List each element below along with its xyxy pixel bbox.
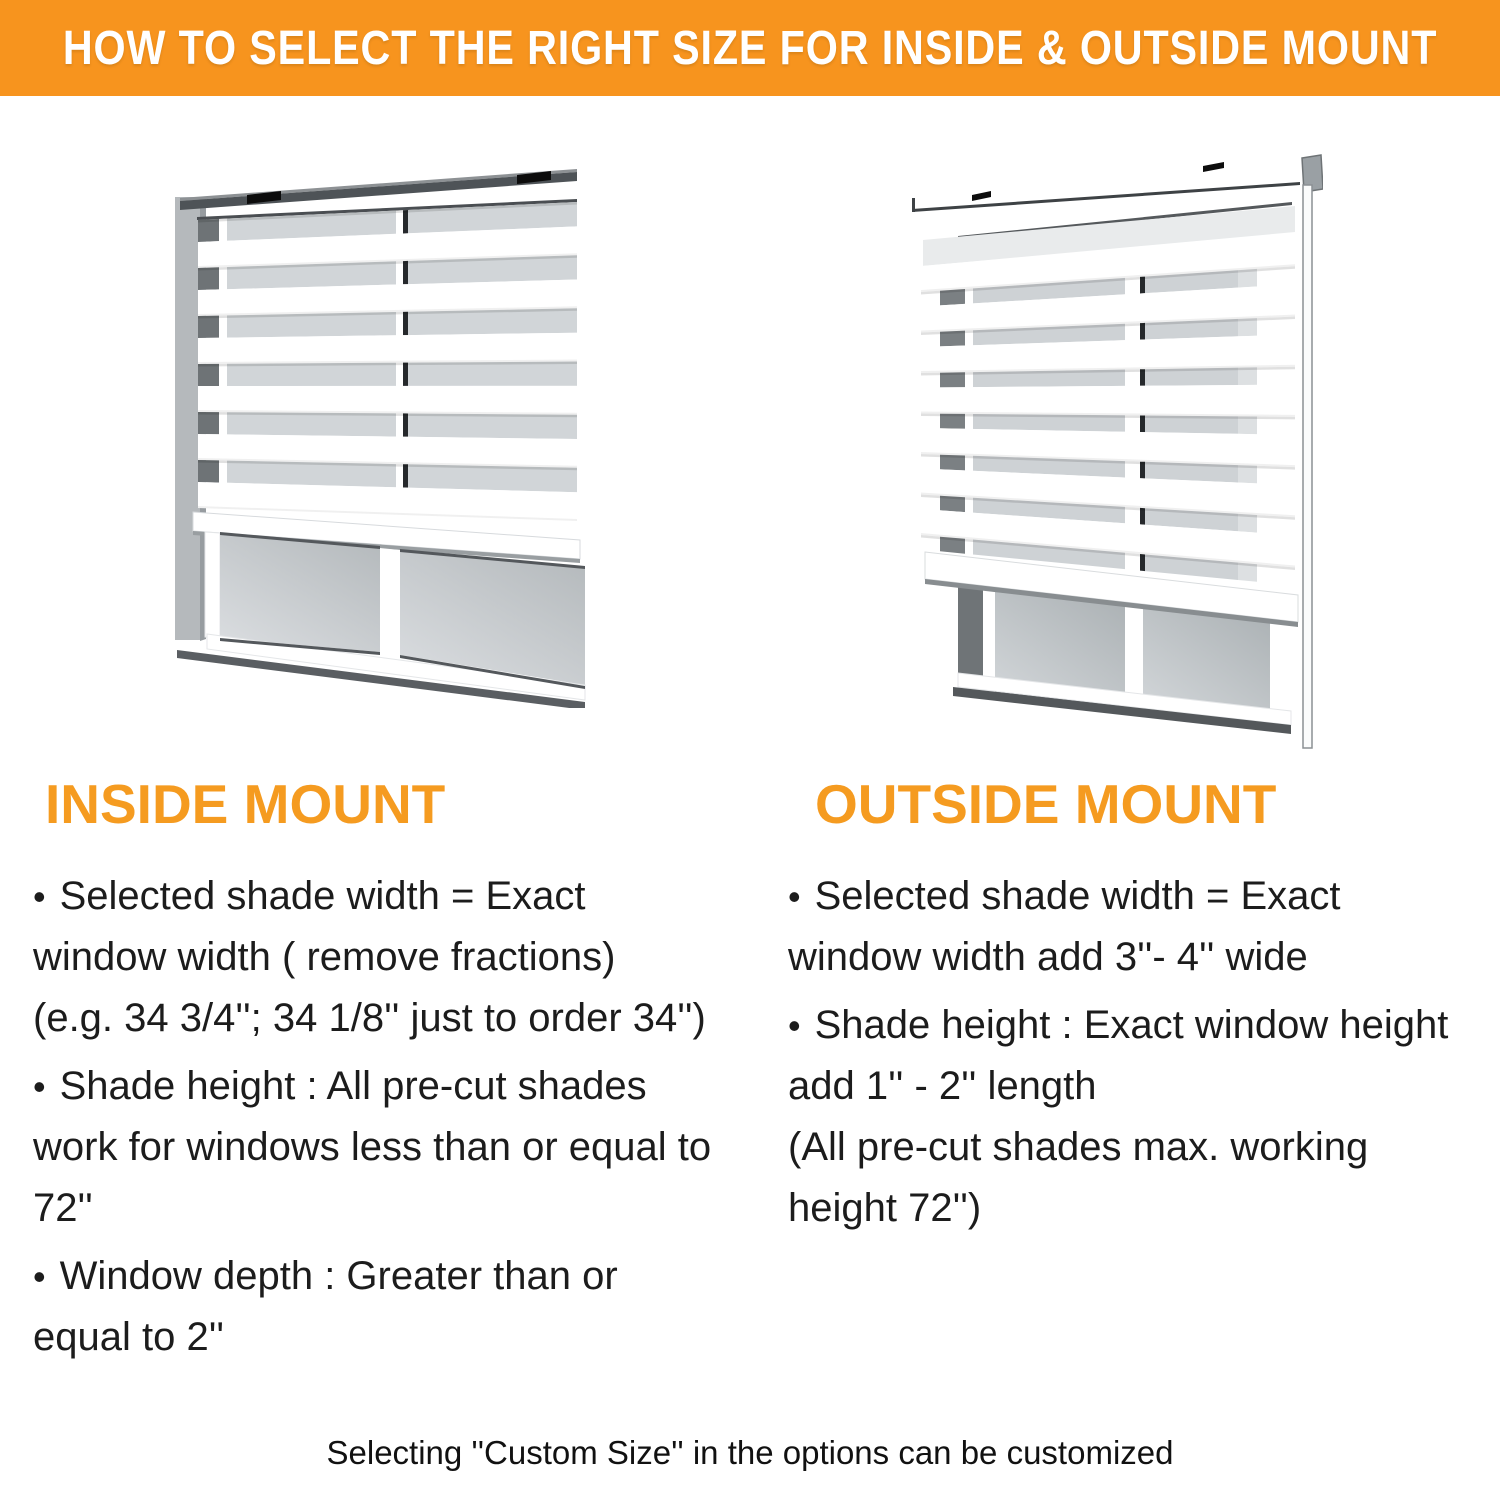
bullet-item: • Shade height : Exact window height add 1'' - 2'' length (All pre-cut shades max. working height 72'') (788, 1003, 1449, 1230)
outside-zebra-shade-bands (921, 234, 1295, 586)
inside-mount-bullets (33, 866, 748, 1375)
outside-mount-heading: OUTSIDE MOUNT (815, 773, 1277, 835)
bullet-item: • Selected shade width = Exact window width add 3''- 4'' wide (788, 874, 1341, 979)
bullet-item: • Shade height : All pre-cut shades work for windows less than or equal to 72'' (33, 1064, 712, 1230)
footer-note: Selecting ''Custom Size'' in the options can be customized (326, 1434, 1174, 1471)
inside-mount-heading: INSIDE MOUNT (45, 773, 446, 835)
outside-mount-screw-marks (972, 162, 1224, 201)
banner (0, 0, 1500, 96)
outside-shade-side-channel (1303, 185, 1312, 748)
bullet-item: • Window depth : Greater than or equal to 2'' (33, 1254, 618, 1359)
outside-mount-bullets (788, 866, 1500, 1246)
outside-mount-illustration (903, 140, 1323, 752)
inside-mount-illustration (175, 168, 587, 708)
inside-zebra-shade-bands (198, 202, 577, 521)
bullet-dot-icon: • (788, 1005, 801, 1046)
bullet-dot-icon: • (33, 1066, 46, 1107)
banner-title: HOW TO SELECT THE RIGHT SIZE FOR INSIDE & OUTSIDE MOUNT (62, 21, 1438, 75)
bullet-dot-icon: • (788, 876, 801, 917)
bullet-dot-icon: • (33, 1256, 46, 1297)
bullet-item: • Selected shade width = Exact window width ( remove fractions) (e.g. 34 3/4''; 34 1/8'' just to order 34'') (33, 874, 706, 1040)
bullet-dot-icon: • (33, 876, 46, 917)
